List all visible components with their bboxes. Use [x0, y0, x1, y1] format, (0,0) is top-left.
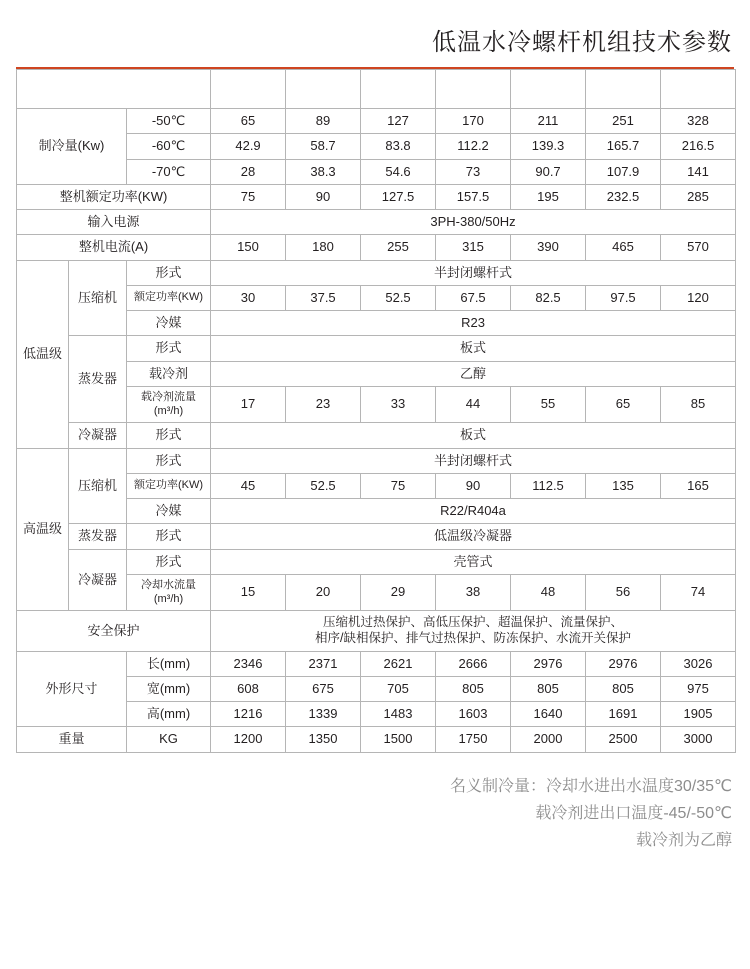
page-title: 低温水冷螺杆机组技术参数	[432, 29, 732, 56]
high-water-flow-unit: (m³/h)	[153, 592, 184, 605]
t50-v0: 65	[211, 109, 286, 134]
high-refrigerant-label: 冷媒	[127, 499, 211, 524]
high-stage-label: 高温级	[17, 448, 69, 611]
high-cp-v4: 112.5	[511, 473, 586, 498]
low-cp-v4: 82.5	[511, 285, 586, 310]
high-compressor-type-label: 形式	[127, 448, 211, 473]
high-wf-v2: 29	[361, 574, 436, 611]
specification-table	[16, 69, 736, 753]
hei-v4: 1640	[511, 702, 586, 727]
rated-power-v2: 127.5	[361, 184, 436, 209]
wt-v2: 1500	[361, 727, 436, 752]
temp-50-label: -50℃	[127, 109, 211, 134]
high-condenser-type-value: 壳管式	[211, 549, 736, 574]
table-row	[17, 336, 736, 361]
header-model-4: KD-110WFLD	[511, 70, 586, 109]
power-supply-label: 输入电源	[17, 210, 211, 235]
rated-power-v5: 232.5	[586, 184, 661, 209]
low-coolant-flow-label	[127, 386, 211, 423]
t70-v2: 54.6	[361, 159, 436, 184]
low-stage-label: 低温级	[17, 260, 69, 448]
len-v1: 2371	[286, 651, 361, 676]
wt-v5: 2500	[586, 727, 661, 752]
wid-v0: 608	[211, 676, 286, 701]
current-label: 整机电流(A)	[17, 235, 211, 260]
table-row	[17, 184, 736, 209]
len-v6: 3026	[661, 651, 736, 676]
low-cp-v3: 67.5	[436, 285, 511, 310]
t60-v5: 165.7	[586, 134, 661, 159]
safety-line-1: 压缩机过热保护、高低压保护、超温保护、流量保护、	[323, 615, 624, 630]
t70-v4: 90.7	[511, 159, 586, 184]
rated-power-v4: 195	[511, 184, 586, 209]
high-water-flow-label	[127, 574, 211, 611]
high-cp-v0: 45	[211, 473, 286, 498]
high-wf-v4: 48	[511, 574, 586, 611]
t70-v1: 38.3	[286, 159, 361, 184]
len-v5: 2976	[586, 651, 661, 676]
low-evaporator-type-value: 板式	[211, 336, 736, 361]
rated-power-v0: 75	[211, 184, 286, 209]
wt-v1: 1350	[286, 727, 361, 752]
rated-power-v1: 90	[286, 184, 361, 209]
cooling-capacity-label: 制冷量(Kw)	[17, 109, 127, 185]
high-cp-v1: 52.5	[286, 473, 361, 498]
rated-power-v3: 157.5	[436, 184, 511, 209]
len-v0: 2346	[211, 651, 286, 676]
low-coolant-value: 乙醇	[211, 361, 736, 386]
width-label: 宽(mm)	[127, 676, 211, 701]
footnote-2: 载冷剂为乙醇	[635, 831, 732, 849]
high-cp-v5: 135	[586, 473, 661, 498]
wid-v3: 805	[436, 676, 511, 701]
current-v1: 180	[286, 235, 361, 260]
high-compressor-type-value: 半封闭螺杆式	[211, 448, 736, 473]
hei-v6: 1905	[661, 702, 736, 727]
header-model-2: KD-70WFLD	[361, 70, 436, 109]
rated-power-label: 整机额定功率(KW)	[17, 184, 211, 209]
low-condenser-label: 冷凝器	[69, 423, 127, 448]
table-row	[17, 727, 736, 752]
safety-label: 安全保护	[17, 611, 211, 651]
table-row	[17, 524, 736, 549]
low-flow-v1: 23	[286, 386, 361, 423]
high-wf-v5: 56	[586, 574, 661, 611]
low-flow-v5: 65	[586, 386, 661, 423]
low-evaporator-label: 蒸发器	[69, 336, 127, 423]
t70-v3: 73	[436, 159, 511, 184]
table-row	[17, 651, 736, 676]
current-v6: 570	[661, 235, 736, 260]
high-wf-v0: 15	[211, 574, 286, 611]
temp-70-label: -70℃	[127, 159, 211, 184]
low-cp-v0: 30	[211, 285, 286, 310]
hei-v3: 1603	[436, 702, 511, 727]
wid-v5: 805	[586, 676, 661, 701]
low-condenser-type-value: 板式	[211, 423, 736, 448]
length-label: 长(mm)	[127, 651, 211, 676]
high-compressor-label: 压缩机	[69, 448, 127, 524]
low-cp-v1: 37.5	[286, 285, 361, 310]
low-coolant-label: 载冷剂	[127, 361, 211, 386]
hei-v0: 1216	[211, 702, 286, 727]
t60-v3: 112.2	[436, 134, 511, 159]
high-wf-v3: 38	[436, 574, 511, 611]
table-header-row	[17, 70, 736, 109]
wid-v1: 675	[286, 676, 361, 701]
t60-v2: 83.8	[361, 134, 436, 159]
low-coolant-flow-label-text: 载冷剂流量	[141, 390, 196, 403]
header-model-1: KD-50WFLD	[286, 70, 361, 109]
high-evaporator-type-value: 低温级冷凝器	[211, 524, 736, 549]
t70-v0: 28	[211, 159, 286, 184]
header-model-0: KD-40WFLD	[211, 70, 286, 109]
table-row	[17, 423, 736, 448]
current-v4: 390	[511, 235, 586, 260]
header-model-3: KD-90WFLD	[436, 70, 511, 109]
low-flow-v6: 85	[661, 386, 736, 423]
current-v3: 315	[436, 235, 511, 260]
footnote-1: 载冷剂进出口温度-45/-50℃	[535, 804, 732, 822]
high-water-flow-label-text: 冷却水流量	[141, 578, 196, 591]
high-compressor-power-label: 额定功率(KW)	[127, 473, 211, 498]
power-supply-value: 3PH-380/50Hz	[211, 210, 736, 235]
t50-v5: 251	[586, 109, 661, 134]
t70-v5: 107.9	[586, 159, 661, 184]
height-label: 高(mm)	[127, 702, 211, 727]
current-v2: 255	[361, 235, 436, 260]
header-model-5: KD-130WFLD	[586, 70, 661, 109]
safety-line-2: 相序/缺相保护、排气过热保护、防冻保护、水流开关保护	[315, 630, 631, 645]
t50-v3: 170	[436, 109, 511, 134]
low-flow-v2: 33	[361, 386, 436, 423]
high-condenser-label: 冷凝器	[69, 549, 127, 611]
low-evaporator-type-label: 形式	[127, 336, 211, 361]
high-cp-v2: 75	[361, 473, 436, 498]
header-model-label: 型号	[17, 70, 211, 109]
wid-v2: 705	[361, 676, 436, 701]
table-row	[17, 210, 736, 235]
current-v5: 465	[586, 235, 661, 260]
weight-label: 重量	[17, 727, 127, 752]
t60-v6: 216.5	[661, 134, 736, 159]
high-evaporator-label: 蒸发器	[69, 524, 127, 549]
high-refrigerant-value: R22/R404a	[211, 499, 736, 524]
table-row	[17, 448, 736, 473]
high-cp-v3: 90	[436, 473, 511, 498]
low-compressor-type-label: 形式	[127, 260, 211, 285]
hei-v1: 1339	[286, 702, 361, 727]
low-cp-v5: 97.5	[586, 285, 661, 310]
wid-v4: 805	[511, 676, 586, 701]
t70-v6: 141	[661, 159, 736, 184]
current-v0: 150	[211, 235, 286, 260]
high-condenser-type-label: 形式	[127, 549, 211, 574]
weight-unit: KG	[127, 727, 211, 752]
table-row	[17, 611, 736, 651]
len-v3: 2666	[436, 651, 511, 676]
wt-v0: 1200	[211, 727, 286, 752]
wt-v3: 1750	[436, 727, 511, 752]
wid-v6: 975	[661, 676, 736, 701]
hei-v5: 1691	[586, 702, 661, 727]
wt-v6: 3000	[661, 727, 736, 752]
low-compressor-label: 压缩机	[69, 260, 127, 336]
low-flow-v4: 55	[511, 386, 586, 423]
low-flow-v3: 44	[436, 386, 511, 423]
table-row	[17, 260, 736, 285]
t50-v2: 127	[361, 109, 436, 134]
low-cp-v6: 120	[661, 285, 736, 310]
high-cp-v6: 165	[661, 473, 736, 498]
low-cp-v2: 52.5	[361, 285, 436, 310]
temp-60-label: -60℃	[127, 134, 211, 159]
safety-value	[211, 611, 736, 651]
footnotes	[0, 753, 750, 855]
t60-v4: 139.3	[511, 134, 586, 159]
t60-v1: 58.7	[286, 134, 361, 159]
low-compressor-type-value: 半封闭螺杆式	[211, 260, 736, 285]
high-wf-v1: 20	[286, 574, 361, 611]
wt-v4: 2000	[511, 727, 586, 752]
low-compressor-power-label: 额定功率(KW)	[127, 285, 211, 310]
header-model-6: KD-160WFLD	[661, 70, 736, 109]
low-condenser-type-label: 形式	[127, 423, 211, 448]
high-evaporator-type-label: 形式	[127, 524, 211, 549]
hei-v2: 1483	[361, 702, 436, 727]
len-v4: 2976	[511, 651, 586, 676]
t50-v6: 328	[661, 109, 736, 134]
dimensions-label: 外形尺寸	[17, 651, 127, 727]
footnote-0: 名义制冷量：冷却水进出水温度30/35℃	[449, 777, 732, 795]
table-row	[17, 109, 736, 134]
t50-v1: 89	[286, 109, 361, 134]
high-wf-v6: 74	[661, 574, 736, 611]
low-flow-v0: 17	[211, 386, 286, 423]
table-row	[17, 549, 736, 574]
low-refrigerant-label: 冷媒	[127, 311, 211, 336]
t50-v4: 211	[511, 109, 586, 134]
table-row	[17, 235, 736, 260]
len-v2: 2621	[361, 651, 436, 676]
rated-power-v6: 285	[661, 184, 736, 209]
t60-v0: 42.9	[211, 134, 286, 159]
low-coolant-flow-unit: (m³/h)	[153, 404, 184, 417]
low-refrigerant-value: R23	[211, 311, 736, 336]
